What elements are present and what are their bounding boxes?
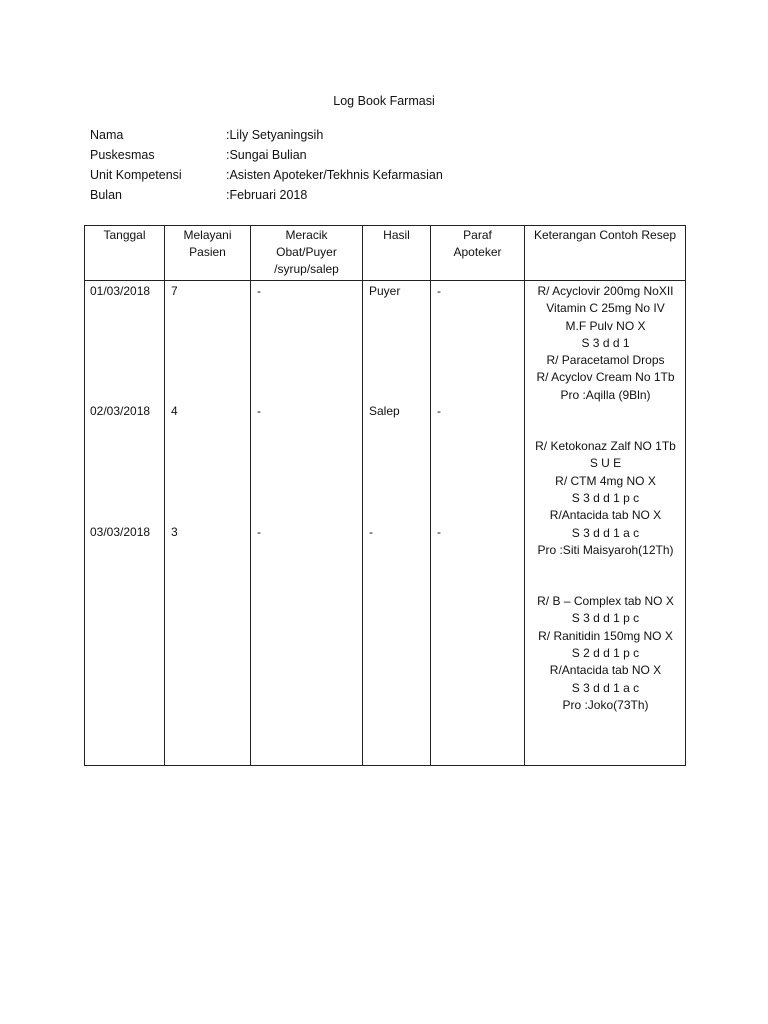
cell-text: Salep: [369, 404, 400, 419]
header-hasil: [363, 226, 431, 281]
info-row-bulan: [90, 185, 690, 205]
header-line: Meracik: [285, 228, 328, 242]
resep-line: R/ Acyclov Cream No 1Tb: [536, 370, 675, 385]
resep-line: Pro :Aqilla (9Bln): [560, 387, 651, 402]
table-body-cell-meracik: [251, 281, 363, 766]
resep-line: M.F Pulv NO X: [565, 318, 646, 333]
resep-line: S 3 d d 1 a c: [571, 680, 640, 695]
info-value: :Sungai Bulian: [226, 148, 307, 162]
resep-line: R/ Ketokonaz Zalf NO 1Tb: [535, 439, 676, 454]
cell-text: -: [257, 284, 261, 298]
info-value: :Februari 2018: [226, 188, 308, 202]
cell-text: -: [257, 524, 261, 539]
entry-meracik: [251, 281, 362, 541]
cell-text: 03/03/2018: [90, 524, 151, 539]
header-line: Hasil: [383, 228, 410, 242]
cell-text: -: [437, 404, 441, 419]
resep-line: S 3 d d 1 p c: [571, 611, 640, 626]
info-value: :Asisten Apoteker/Tekhnis Kefarmasian: [226, 168, 443, 182]
header-line: Keterangan Contoh Resep: [533, 228, 677, 242]
header-line: /syrup/salep: [274, 262, 339, 276]
cell-text: 02/03/2018: [90, 404, 151, 419]
entry-tanggal: [85, 281, 164, 541]
resep-line: S 3 d d 1 p c: [571, 490, 640, 505]
resep-line: R/Antacida tab NO X: [549, 508, 662, 523]
entry-resep: [525, 281, 685, 714]
resep-line: S 3 d d 1: [581, 335, 630, 350]
resep-line: S U E: [589, 456, 622, 471]
resep-line: R/ Acyclovir 200mg NoXII: [537, 284, 674, 298]
cell-text: Puyer: [369, 284, 401, 298]
resep-line: Pro :Joko(73Th): [562, 697, 649, 712]
header-paraf-apoteker: [431, 226, 525, 281]
header-line: Apoteker: [453, 245, 502, 259]
info-row-nama: [90, 125, 690, 145]
header-line: Tanggal: [103, 228, 146, 242]
table-body-cell-hasil: [363, 281, 431, 766]
cell-text: -: [257, 404, 261, 419]
cell-text: 4: [171, 404, 178, 419]
entry-pasien: [165, 281, 250, 541]
resep-line: R/Antacida tab NO X: [549, 663, 662, 678]
info-section: [90, 125, 690, 205]
resep-line: Vitamin C 25mg No IV: [546, 301, 665, 316]
resep-line: R/ Ranitidin 150mg NO X: [538, 628, 673, 643]
resep-line: S 3 d d 1 a c: [571, 525, 640, 540]
document-title: Log Book Farmasi: [333, 94, 435, 108]
info-label: Nama: [90, 128, 124, 142]
header-melayani-pasien: [165, 226, 251, 281]
info-row-unit-kompetensi: [90, 165, 690, 185]
cell-text: 01/03/2018: [90, 284, 151, 298]
cell-text: -: [437, 524, 441, 539]
table-body-cell-paraf: [431, 281, 525, 766]
resep-line: R/ B – Complex tab NO X: [537, 594, 674, 609]
entry-hasil: [363, 281, 430, 541]
cell-text: 7: [171, 284, 178, 298]
entry-paraf: [431, 281, 524, 541]
header-line: Paraf: [463, 228, 492, 242]
table-body-cell-keterangan: [525, 281, 686, 766]
cell-text: 3: [171, 524, 178, 539]
table-body-cell-tanggal: [85, 281, 165, 766]
resep-line: S 2 d d 1 p c: [571, 646, 640, 661]
header-line: Pasien: [189, 245, 226, 259]
info-label: Puskesmas: [90, 148, 155, 162]
info-value: :Lily Setyaningsih: [226, 128, 324, 142]
info-label: Unit Kompetensi: [90, 168, 182, 182]
table-header-row: [85, 226, 686, 281]
cell-text: -: [369, 524, 373, 539]
log-table: [84, 225, 686, 766]
table-row: [85, 281, 686, 766]
resep-line: R/ Paracetamol Drops: [546, 353, 665, 368]
header-line: Obat/Puyer: [276, 245, 337, 259]
resep-line: R/ CTM 4mg NO X: [555, 473, 656, 488]
header-keterangan: [525, 226, 686, 281]
info-label: Bulan: [90, 188, 122, 202]
cell-text: -: [437, 284, 441, 298]
header-line: Melayani: [183, 228, 232, 242]
table-body-cell-pasien: [165, 281, 251, 766]
header-tanggal: [85, 226, 165, 281]
info-row-puskesmas: [90, 145, 690, 165]
header-meracik: [251, 226, 363, 281]
resep-line: Pro :Siti Maisyaroh(12Th): [537, 542, 674, 557]
